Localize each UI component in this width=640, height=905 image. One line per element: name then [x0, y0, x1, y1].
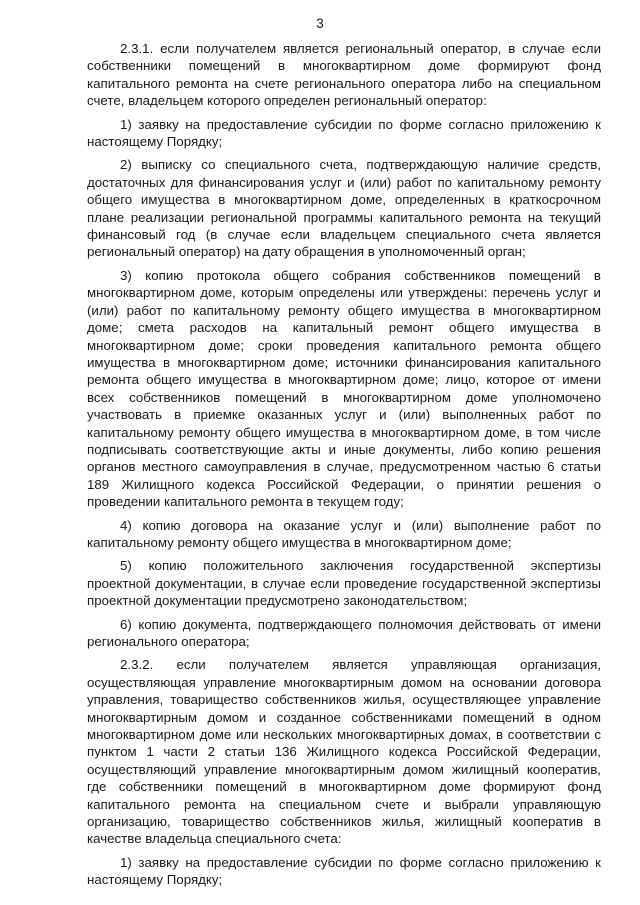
paragraph-item-6-authority-document: 6) копию документа, подтверждающего полномочия действовать от имени регионального оператора; — [87, 616, 601, 649]
paragraph-item-1-application: 1) заявку на предоставление субсидии по форме согласно приложению к настоящему Порядку; — [87, 116, 601, 150]
paragraph-item-2-account-statement: 2) выписку со специального счета, подтверждающую наличие средств, достаточных для финансирования услуг и (или) работ по капитальному ремонту общего имущества в многоквартирном доме, определенных в краткосрочном плане реализации региональной программы капитального ремонта на текущий финансовый год (в случае если владельцем специального счета является региональный оператор) на дату обращения в уполномоченный орган; — [87, 157, 601, 260]
paragraph-2-3-1: 2.3.1. если получателем является региональный оператор, в случае если собственники помещений в многоквартирном доме формируют фонд капитального ремонта на счете регионального оператора либо на специальном счете, владельцем которого определен региональный оператор: — [87, 41, 601, 109]
page-number: 3 — [316, 16, 324, 31]
paragraph-item-5-expertise-conclusion: 5) копию положительного заключения государственной экспертизы проектной документации, в случае если проведение государственной экспертизы проектной документации предусмотрено законодательством; — [87, 558, 601, 609]
paragraph-item-3-meeting-protocol: 3) копию протокола общего собрания собственников помещений в многоквартирном доме, которым определены или утверждены: перечень услуг и (или) работ по капитальному ремонту общего имущества в многоквартирном доме; смета расходов на капитальный ремонт общего имущества в многоквартирном доме; сроки проведения капитального ремонта общего имущества в многоквартирном доме; источники финансирования капитального ремонта общего имущества в многоквартирном доме; лицо, которое от имени всех собственников помещений в многоквартирном доме уполномочено участвовать в приемке оказанных услуг и (или) выполненных работ по капитальному ремонту общего имущества в многоквартирном доме, в том числе подписывать соответствующие акты и иные документы, либо копию решения органов местного самоуправления в случае, предусмотренном частью 6 статьи 189 Жилищного кодекса Российской Федерации, о принятии решения о проведении капитального ремонта в текущем году; — [87, 267, 601, 510]
paragraph-item-4-contract-copy: 4) копию договора на оказание услуг и (или) выполнение работ по капитальному ремонту общего имущества в многоквартирном доме; — [87, 517, 601, 550]
paragraph-2-3-2: 2.3.2. если получателем является управляющая организация, осуществляющая управление многоквартирным домом на основании договора управления, товарищество собственников жилья, осуществляющее управление многоквартирным домом и созданное собственниками помещений в одном многоквартирном доме или нескольких многоквартирных домах, в соответствии с пунктом 1 части 2 статьи 136 Жилищного кодекса Российской Федерации, осуществляющий управление многоквартирным домом жилищный кооператив, где собственники помещений в многоквартирном доме формируют фонд капитального ремонта на специальном счете и выбрали управляющую организацию, товарищество собственников жилья, жилищный кооператив в качестве владельца специального счета: — [87, 657, 601, 847]
paragraph-item-1-application-repeat: 1) заявку на предоставление субсидии по форме согласно приложению к настоящему Порядку; — [87, 854, 601, 888]
document-body — [87, 40, 601, 895]
